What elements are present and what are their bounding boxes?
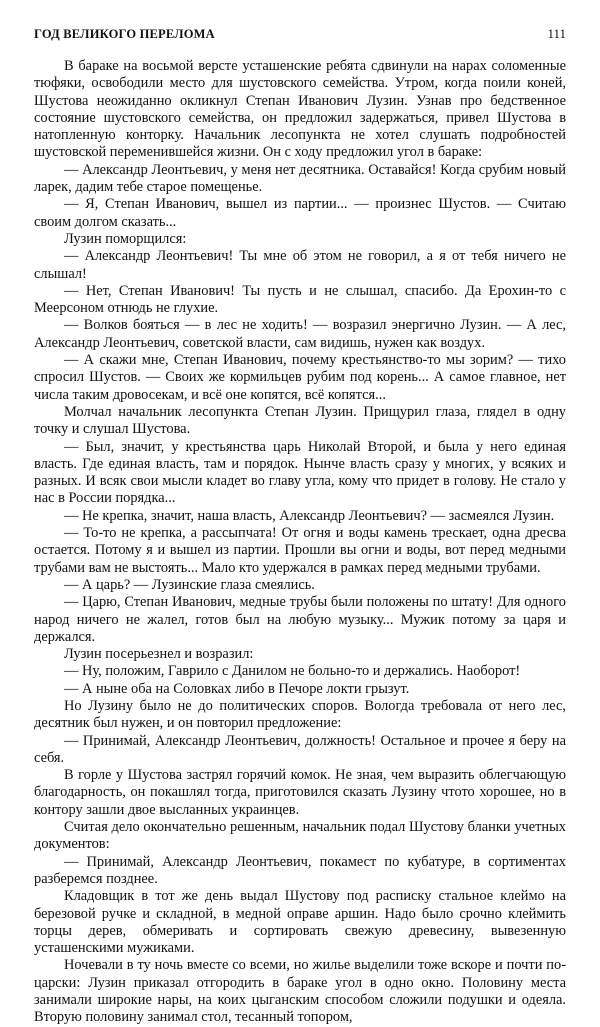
paragraph: — А царь? — Лузинские глаза смеялись. <box>64 576 315 593</box>
paragraph: Молчал начальник лесопункта Степан Лузин. Прищурил глаза, глядел в одну точку и слушал Шустова. <box>34 403 566 438</box>
paragraph: В бараке на восьмой версте усташенские ребята сдвинули на нарах соломенные тюфяки, освободили место для шустовского семейства. Утром, когда поили коней, Шустова неожиданно окликнул Степан Иванович Лузин. Узнав про бедственное состояние шустовского семейства, он предложил задержаться, привел Шустова в натопленную конторку. Начальник лесопункта не хотел слушать подробностей шустовской переменившейся жизни. Он с ходу предложил угол в бараке: <box>34 58 566 161</box>
paragraph: Ночевали в ту ночь вместе со всеми, но жилье выделили тоже вскоре и почти по-царски: Лузин приказал отгородить в бараке угол в одно окно. Половину места занимали широкие нары, на коих цыганским способом сложили подушки и одеяла. Вторую половину занимал стол, тесанный топором, <box>34 957 566 1026</box>
paragraph: Лузин поморщился: <box>64 230 187 247</box>
page-header <box>34 26 566 42</box>
paragraph: — Нет, Степан Иванович! Ты пусть и не слышал, спасибо. Да Ерохин-то с Меерсоном отнюдь не глухие. <box>34 282 566 317</box>
paragraph: — Ну, положим, Гаврило с Данилом не больно-то и держались. Наоборот! <box>64 663 521 680</box>
paragraph: — А скажи мне, Степан Иванович, почему крестьянство-то мы зорим? — тихо спросил Шустов. — Своих же кормильцев рубим под корень... А самое главное, нет числа таким дровосекам, и всё оне копятся, всё копятся... <box>34 352 566 403</box>
running-head: ГОД ВЕЛИКОГО ПЕРЕЛОМА <box>34 27 215 41</box>
paragraph: — Принимай, Александр Леонтьевич, покамест по кубатуре, в сортиментах разберемся позднее. <box>34 853 566 887</box>
paragraph: — Александр Леонтьевич! Ты мне об этом не говорил, а я от тебя ничего не слышал! <box>34 248 566 282</box>
paragraph: — То-то не крепка, а рассыпчата! От огня и воды камень трескает, одна дресва остается. Потому я и вышел из партии. Прошли вы огни и воды, вот перед медными трубами вам не выстоять... Мало кто удержался в рамках перед медными трубами. <box>34 525 566 576</box>
paragraph: — Был, значит, у крестьянства царь Николай Второй, и была у него единая власть. Где единая власть, там и порядок. Нынче власть сразу у многих, у всяких и разных. И всяк свои мысли кладет во главу угла, кому что придет в голову. Не стало у нас в России порядка... <box>34 438 566 507</box>
paragraph: Но Лузину было не до политических споров. Вологда требовала от него лес, десятник был нужен, и он повторил предложение: <box>34 697 566 732</box>
paragraph: Лузин посерьезнел и возразил: <box>64 646 254 663</box>
paragraph: Кладовщик в тот же день выдал Шустову под расписку стальное клеймо на березовой ручке и складной, в медной оправе аршин. Надо было срочно клеймить торцы дерев, обмеривать и сортировать свежую древесину, вывезенную усташенскими мужиками. <box>34 888 566 957</box>
page-number: 111 <box>547 26 566 41</box>
paragraph: — Принимай, Александр Леонтьевич, должность! Остальное и прочее я беру на себя. <box>34 732 566 766</box>
paragraph: — А ныне оба на Соловках либо в Печоре локти грызут. <box>64 680 410 697</box>
paragraph: — Я, Степан Иванович, вышел из партии... — произнес Шустов. — Считаю своим долгом сказать... <box>34 196 566 230</box>
paragraph: — Царю, Степан Иванович, медные трубы были положены по штату! Для одного народ ничего не жалел, готов был на любую музыку... Мужик потому за царя и держался. <box>34 594 566 645</box>
paragraph: Считая дело окончательно решенным, начальник подал Шустову бланки учетных документов: <box>34 819 566 853</box>
paragraph: В горле у Шустова застрял горячий комок. Не зная, чем выразить облегчающую благодарность, он покашлял тогда, приготовился сказать Лузину чтото хорошее, но в контору зашли двое высланных украинцев. <box>34 767 566 818</box>
page-body <box>34 58 566 1027</box>
paragraph: — Волков бояться — в лес не ходить! — возразил энергично Лузин. — А лес, Александр Леонтьевич, советской власти, сам видишь, нужен как воздух. <box>34 317 566 351</box>
paragraph: — Александр Леонтьевич, у меня нет десятника. Оставайся! Когда срубим новый ларек, дадим тебе старое помещенье. <box>34 161 566 196</box>
paragraph: — Не крепка, значит, наша власть, Александр Леонтьевич? — засмеялся Лузин. <box>64 507 555 524</box>
